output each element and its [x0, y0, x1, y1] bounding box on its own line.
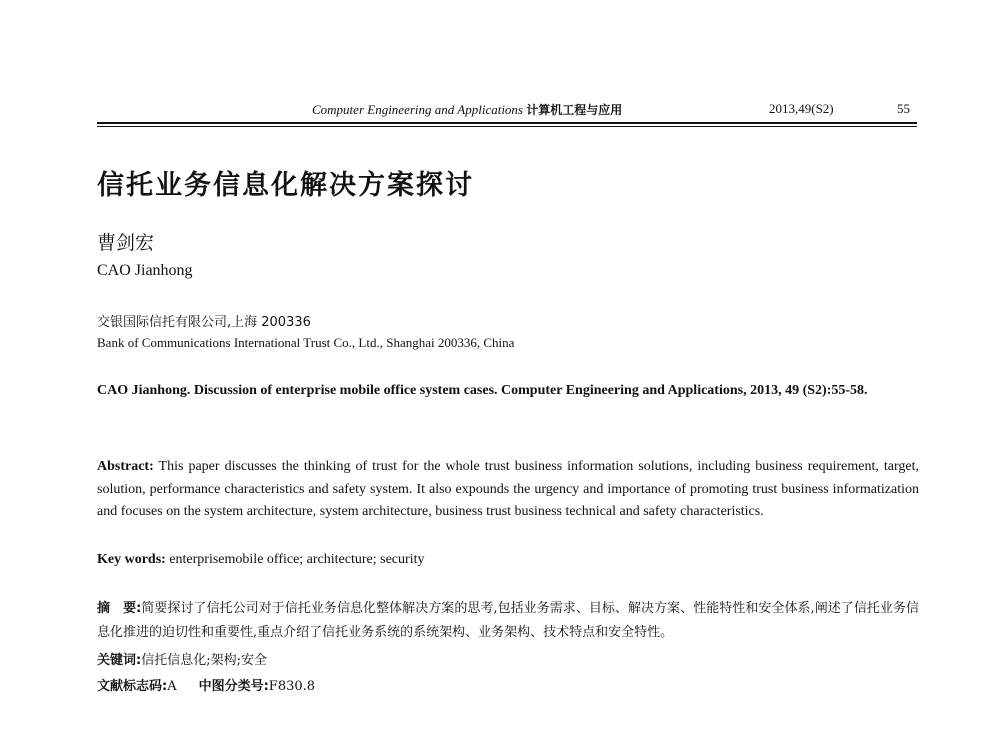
- abstract-text: This paper discusses the thinking of trust for the whole trust business information solutions, including business requirement, target, solution, performance characteristics and safety system. It also expounds the urgency and importance of promoting trust business informatization and focuses on the system architecture, system architecture, business trust business technical and safety characteristics.: [97, 459, 920, 519]
- keywords-cn: [97, 649, 267, 668]
- keywords-cn-label: 关键词:: [97, 653, 142, 668]
- journal-name: Computer Engineering and Applications 计算机工程与应用: [312, 102, 623, 117]
- affiliation-cn: 交银国际信托有限公司,上海 200336: [97, 315, 311, 330]
- abstract-cn: [97, 597, 919, 645]
- abstract-cn-label: 摘 要:: [97, 601, 142, 616]
- header-rule-thick: [97, 122, 917, 124]
- affiliation-en: Bank of Communications International Trust Co., Ltd., Shanghai 200336, China: [97, 335, 515, 350]
- abstract: [97, 456, 919, 524]
- author-name-cn: 曹剑宏: [97, 232, 155, 254]
- citation: CAO Jianhong. Discussion of enterprise mobile office system cases. Computer Engineering and Applications, 2013, 49 (S2):55-58.: [97, 383, 868, 398]
- header-rule-thin: [97, 126, 917, 127]
- page-number: 55: [897, 101, 910, 116]
- classification: [97, 675, 315, 694]
- clc-label: 中图分类号:: [198, 679, 269, 694]
- abstract-cn-text: 简要探讨了信托公司对于信托业务信息化整体解决方案的思考,包括业务需求、目标、解决方案、性能特性和安全体系,阐述了信托业务信息化推进的迫切性和重要性,重点介绍了信托业务系统的系统架构、业务架构、技术特点和安全特性。: [97, 601, 920, 640]
- article-title: 信托业务信息化解决方案探讨: [97, 170, 474, 201]
- abstract-label: Abstract:: [97, 459, 154, 474]
- author-name-en: CAO Jianhong: [97, 262, 193, 279]
- doc-code-label: 文献标志码:: [97, 679, 168, 694]
- keywords-text: enterprisemobile office; architecture; security: [169, 552, 425, 567]
- keywords-cn-text: 信托信息化;架构;安全: [141, 653, 267, 668]
- keywords: [97, 552, 919, 568]
- keywords-label: Key words:: [97, 552, 166, 567]
- running-header: [97, 101, 917, 121]
- clc-code: F830.8: [268, 679, 316, 694]
- doc-code: A: [167, 679, 177, 694]
- volume-issue: 2013,49(S2): [769, 101, 834, 116]
